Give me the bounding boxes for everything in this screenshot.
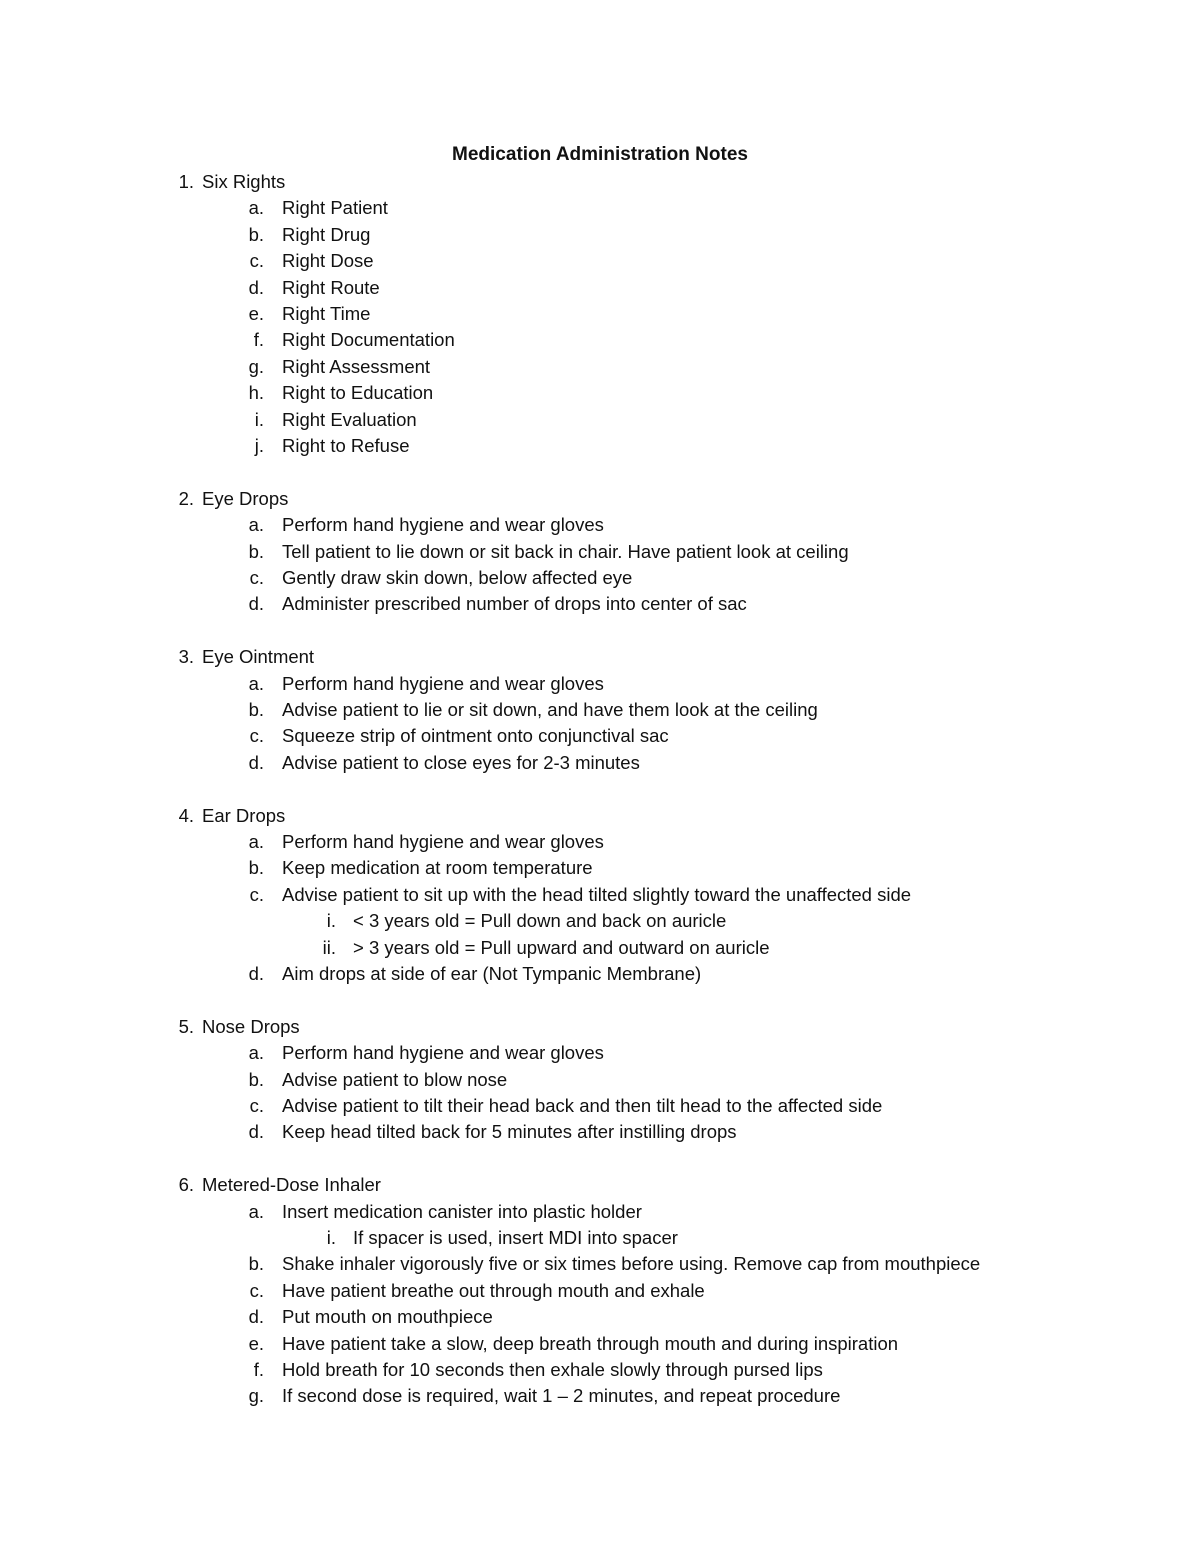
list-marker: d. [248,1121,264,1143]
list-item-text: Shake inhaler vigorously five or six times before using. Remove cap from mouthpiece [282,1253,981,1275]
list-item-text: Right to Education [282,382,434,404]
list-item-text: Advise patient to tilt their head back and then tilt head to the affected side [282,1095,883,1116]
list-marker: e. [248,1332,264,1354]
list-item-text: Insert medication canister into plastic holder [282,1200,642,1222]
list-item-text: Keep head tilted back for 5 minutes after instilling drops [282,1121,737,1143]
list-item-text: Right Evaluation [282,408,417,430]
list-item-text: Hold breath for 10 seconds then exhale slowly through pursed lips [282,1359,823,1380]
list-marker: a. [248,672,264,694]
list-item-text: Right Patient [282,197,388,219]
list-marker: c. [249,567,264,588]
list-item-text: Nose Drops [202,1015,300,1037]
list-marker: b. [248,1068,264,1090]
list-item-text: Advise patient to close eyes for 2-3 minutes [282,751,640,773]
list-marker: f. [253,329,264,351]
list-marker: c. [249,1095,264,1116]
list-item-text: Metered-Dose Inhaler [202,1174,381,1196]
list-item-text: Eye Ointment [202,646,315,668]
list-item-text: Perform hand hygiene and wear gloves [282,672,604,694]
list-marker: d. [248,1306,264,1328]
list-marker: 4. [178,804,194,826]
list-marker: i. [254,408,264,430]
list-marker: 6. [178,1174,194,1196]
list-item-text: < 3 years old = Pull down and back on auricle [353,910,727,932]
list-marker: d. [248,593,264,615]
list-item-text: Right Route [282,276,380,298]
list-marker: h. [248,382,264,404]
list-marker: c. [249,250,264,272]
list-marker: 2. [178,487,194,509]
list-item-text: Perform hand hygiene and wear gloves [282,1042,604,1064]
list-marker: a. [248,1200,264,1222]
list-marker: c. [249,883,264,905]
list-item-text: Right Documentation [282,329,455,351]
list-item-text: Six Rights [202,171,286,192]
list-marker: d. [248,963,264,984]
list-item-text: Advise patient to blow nose [282,1068,508,1090]
list-item-text: Have patient breathe out through mouth and exhale [282,1279,705,1301]
list-item-text: Have patient take a slow, deep breath through mouth and during inspiration [282,1332,899,1354]
list-marker: i. [326,910,336,932]
list-marker: 1. [178,171,194,192]
list-item-text: Squeeze strip of ointment onto conjunctival sac [282,725,669,747]
list-item-text: Right Drug [282,223,371,245]
list-item-text: Right to Refuse [282,435,410,456]
list-marker: b. [248,1253,264,1275]
list-item-text: Keep medication at room temperature [282,857,593,879]
list-marker: d. [248,276,264,298]
list-marker: a. [248,197,264,219]
list-item-text: > 3 years old = Pull upward and outward on auricle [353,936,770,958]
list-marker: d. [248,751,264,773]
list-item-text: Advise patient to sit up with the head tilted slightly toward the unaffected side [282,883,912,905]
list-item-text: Administer prescribed number of drops into center of sac [282,593,747,615]
list-item-text: Right Time [282,303,371,324]
list-marker: j. [254,435,264,456]
list-marker: a. [248,831,264,852]
list-marker: g. [248,355,264,377]
list-marker: b. [248,857,264,879]
list-marker: b. [248,223,264,245]
list-marker: 5. [178,1015,194,1037]
list-marker: i. [326,1227,336,1248]
list-item-text: Tell patient to lie down or sit back in chair. Have patient look at ceiling [282,540,849,562]
list-marker: ii. [322,936,336,958]
list-marker: c. [249,725,264,747]
list-item-text: Put mouth on mouthpiece [282,1306,493,1328]
list-item-text: Perform hand hygiene and wear gloves [282,831,604,852]
list-item-text: Aim drops at side of ear (Not Tympanic Membrane) [282,963,702,984]
list-item-text: Advise patient to lie or sit down, and have them look at the ceiling [282,699,818,720]
list-marker: e. [248,303,264,324]
list-item-text: Right Dose [282,250,374,272]
list-marker: 3. [178,646,194,668]
list-marker: f. [253,1359,264,1380]
list-item-text: Ear Drops [202,804,286,826]
list-item-text: If second dose is required, wait 1 – 2 minutes, and repeat procedure [282,1385,841,1407]
list-marker: a. [248,514,264,536]
list-marker: c. [249,1279,264,1301]
document-title: Medication Administration Notes [452,144,748,165]
list-item-text: Perform hand hygiene and wear gloves [282,514,604,536]
list-marker: b. [248,699,264,720]
list-item-text: Right Assessment [282,355,431,377]
list-marker: a. [248,1042,264,1064]
list-item-text: Eye Drops [202,487,289,509]
list-item-text: Gently draw skin down, below affected eye [282,567,633,588]
list-marker: g. [248,1385,264,1407]
list-marker: b. [248,540,264,562]
list-item-text: If spacer is used, insert MDI into spacer [353,1227,678,1248]
